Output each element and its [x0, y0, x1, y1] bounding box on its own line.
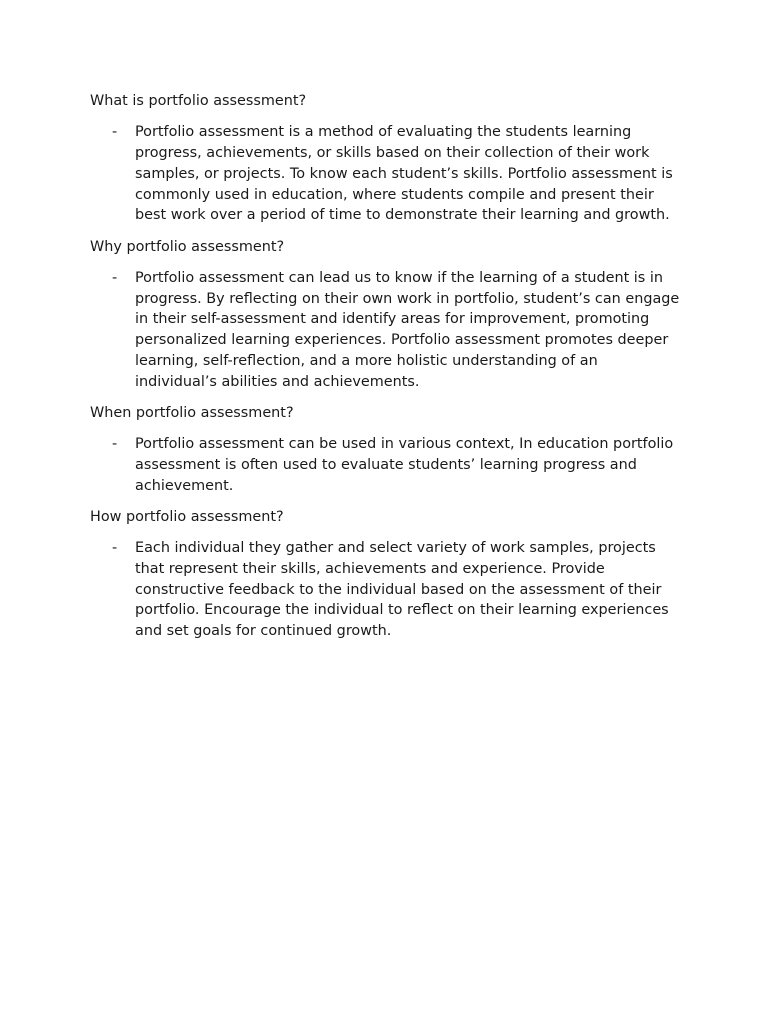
answer-item-what	[90, 122, 690, 226]
dash-bullet: -	[112, 540, 118, 557]
question-what: What is portfolio assessment?	[90, 93, 307, 109]
dash-bullet: -	[112, 269, 118, 286]
question-when: When portfolio assessment?	[90, 404, 294, 421]
answer-text-when: Portfolio assessment can be used in various context, In education portfolio assessment is often used to evaluate students’ learning progress and achievement.	[135, 436, 674, 494]
answer-item-how	[90, 538, 690, 642]
dash-bullet: -	[112, 124, 118, 141]
question-why: Why portfolio assessment?	[90, 238, 285, 255]
answer-text-how: Each individual they gather and select variety of work samples, projects that represent their skills, achievements and experience. Provide constructive feedback to the individual based on the assessment of their portfolio. Encourage the individual to reflect on their learning experiences and set goals for continued growth.	[135, 540, 669, 640]
dash-bullet: -	[112, 436, 118, 453]
answer-text-what: Portfolio assessment is a method of evaluating the students learning progress, achievements, or skills based on their collection of their work samples, or projects. To know each student’s skills. Portfolio assessment is commonly used in education, where students compile and present their best work over a period of time to demonstrate their learning and growth.	[135, 124, 673, 224]
answer-item-when	[90, 434, 690, 496]
document-page	[90, 91, 690, 652]
answer-text-why: Portfolio assessment can lead us to know if the learning of a student is in progress. By reflecting on their own work in portfolio, student’s can engage in their self-assessment and identify areas for improvement, promoting personalized learning experiences. Portfolio assessment promotes deeper learning, self-reflection, and a more holistic understanding of an individual’s abilities and achievements.	[135, 269, 680, 390]
question-how: How portfolio assessment?	[90, 508, 284, 525]
answer-item-why	[90, 268, 690, 393]
